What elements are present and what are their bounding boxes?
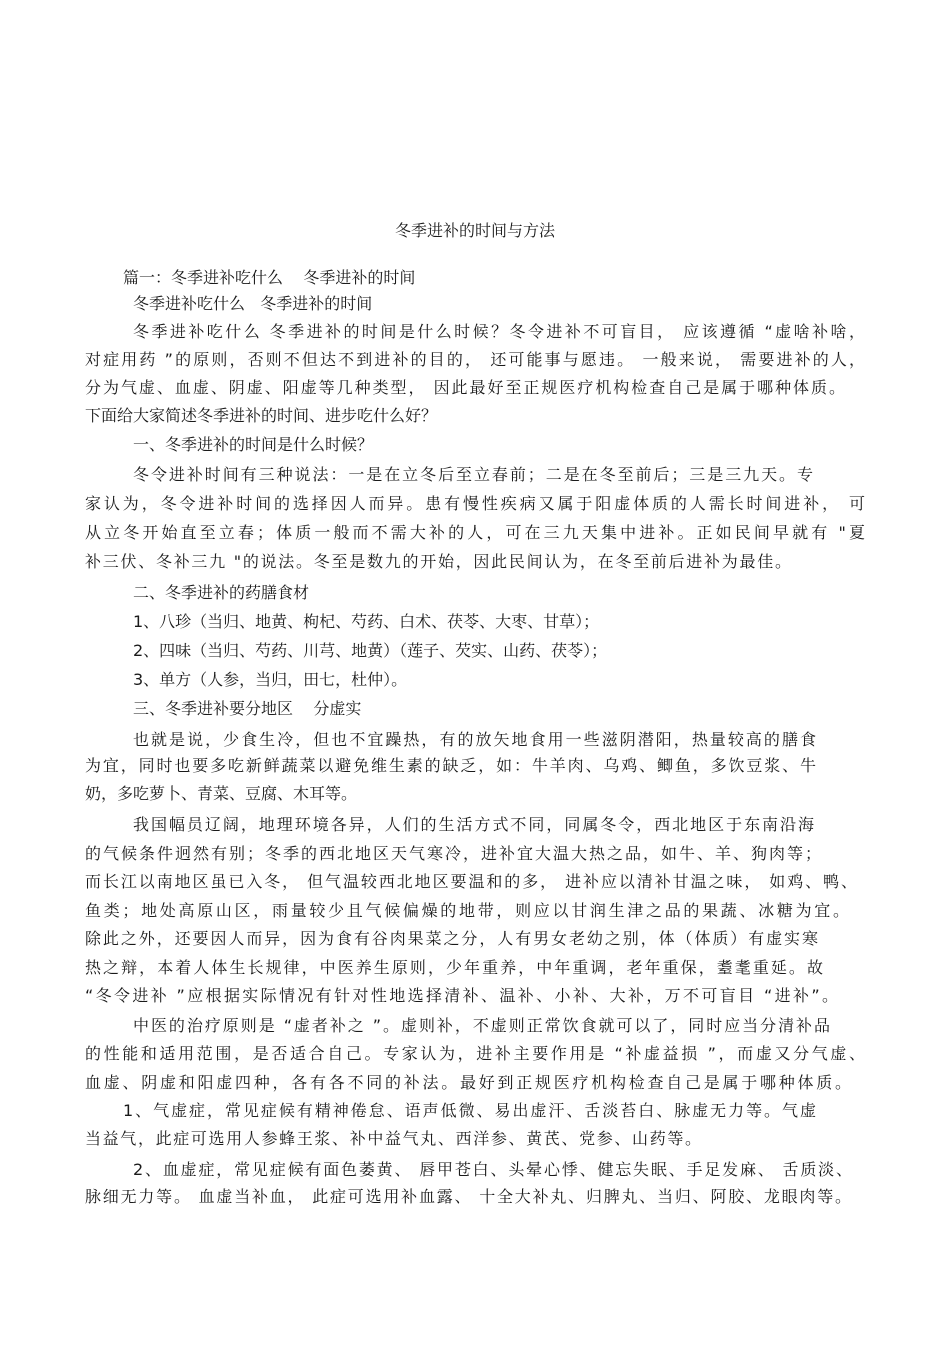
text-line: 2、血虚症，常见症候有面色萎黄、 唇甲苍白、头晕心悸、健忘失眠、手足发麻、 舌质淡、 [133, 1160, 852, 1179]
section-heading: 三、冬季进补要分地区 分虚实 [133, 699, 362, 718]
text-line: 热之辩，本着人体生长规律，中医养生原则，少年重养，中年重调，老年重保，耋耄重延。故 [85, 958, 823, 977]
text-line: 奶，多吃萝卜、青菜、豆腐、木耳等。 [85, 784, 358, 803]
text-line: 冬令进补时间有三种说法：一是在立冬后至立春前；二是在冬至前后；三是三九天。专 [133, 465, 813, 484]
text-line: 除此之外，还要因人而异，因为食有谷肉果菜之分，人有男女老幼之别，体（体质）有虚实寒 [85, 929, 818, 948]
text-line: 冬季进补吃什么 冬季进补的时间 [133, 294, 373, 313]
text-line: 补三伏、冬补三九 "的说法。冬至是数九的开始，因此民间认为，在冬至前后进补为最佳。 [85, 552, 791, 571]
text-line: 鱼类；地处高原山区，雨量较少且气候偏燥的地带，则应以甘润生津之品的果蔬、冰糖为宜。 [85, 901, 849, 920]
section-heading: 一、冬季进补的时间是什么时候？ [133, 435, 374, 454]
document-title: 冬季进补的时间与方法 [394, 221, 555, 240]
text-line: 家认为，冬令进补时间的选择因人而异。患有慢性疾病又属于阳虚体质的人需长时间进补， 可 [85, 494, 865, 513]
text-line: 也就是说，少食生冷，但也不宜躁热，有的放矢地食用一些滋阴潜阳，热量较高的膳食 [133, 730, 816, 749]
text-line: 下面给大家简述冬季进补的时间、进步吃什么好？ [85, 406, 438, 425]
section-heading: 二、冬季进补的药膳食材 [133, 583, 310, 602]
text-line: 的性能和适用范围，是否适合自己。专家认为，进补主要作用是 “补虚益损 ”，而虚又分气虚、 [85, 1044, 865, 1063]
text-line: 脉细无力等。 血虚当补血， 此症可选用补血露、 十全大补丸、归脾丸、当归、阿胶、龙眼肉等。 [85, 1187, 851, 1206]
list-item: 1、八珍（当归、地黄、枸杞、芍药、白术、茯苓、大枣、甘草）； [133, 612, 600, 631]
text-line: 对症用药 ”的原则，否则不但达不到进补的目的， 还可能事与愿违。 一般来说， 需要进补的人， [85, 350, 865, 369]
text-line: 从立冬开始直至立春；体质一般而不需大补的人，可在三九天集中进补。正如民间早就有 "夏 [85, 523, 865, 542]
text-line: 分为气虚、血虚、阴虚、阳虚等几种类型， 因此最好至正规医疗机构检查自己是属于哪种体质。 [85, 378, 845, 397]
text-line: 我国幅员辽阔，地理环境各异，人们的生活方式不同，同属冬令，西北地区于东南沿海 [133, 815, 814, 834]
text-line: 而长江以南地区虽已入冬， 但气温较西北地区要温和的多， 进补应以清补甘温之味， 如鸡、鸭、 [85, 872, 857, 891]
text-line: “冬令进补 ”应根据实际情况有针对性地选择清补、温补、小补、大补，万不可盲目 “进补”。 [85, 986, 838, 1005]
list-item: 2、四味（当归、芍药、川芎、地黄）（莲子、芡实、山药、茯苓）； [133, 641, 608, 660]
text-line: 1、气虚症，常见症候有精神倦怠、语声低微、易出虚汗、舌淡苔白、脉虚无力等。气虚 [123, 1101, 816, 1120]
text-line: 的气候条件迥然有别；冬季的西北地区天气寒冷，进补宜大温大热之品，如牛、羊、狗肉等； [85, 844, 821, 863]
text-line: 当益气，此症可选用人参蜂王浆、补中益气丸、西洋参、黄芪、党参、山药等。 [85, 1129, 701, 1148]
text-line: 冬季进补吃什么 冬季进补的时间是什么时候？冬令进补不可盲目， 应该遵循 “虚啥补啥， [133, 322, 865, 341]
list-item: 3、单方（人参，当归，田七，杜仲）。 [133, 670, 408, 689]
text-line: 为宜，同时也要多吃新鲜蔬菜以避免维生素的缺乏，如：牛羊肉、乌鸡、鲫鱼，多饮豆浆、牛 [85, 756, 816, 775]
text-line: 中医的治疗原则是 “虚者补之 ”。虚则补，不虚则正常饮食就可以了，同时应当分清补品 [133, 1016, 830, 1035]
text-line: 血虚、阴虚和阳虚四种，各有各不同的补法。最好到正规医疗机构检查自己是属于哪种体质。 [85, 1073, 851, 1092]
text-line: 篇一：冬季进补吃什么 冬季进补的时间 [123, 268, 416, 287]
